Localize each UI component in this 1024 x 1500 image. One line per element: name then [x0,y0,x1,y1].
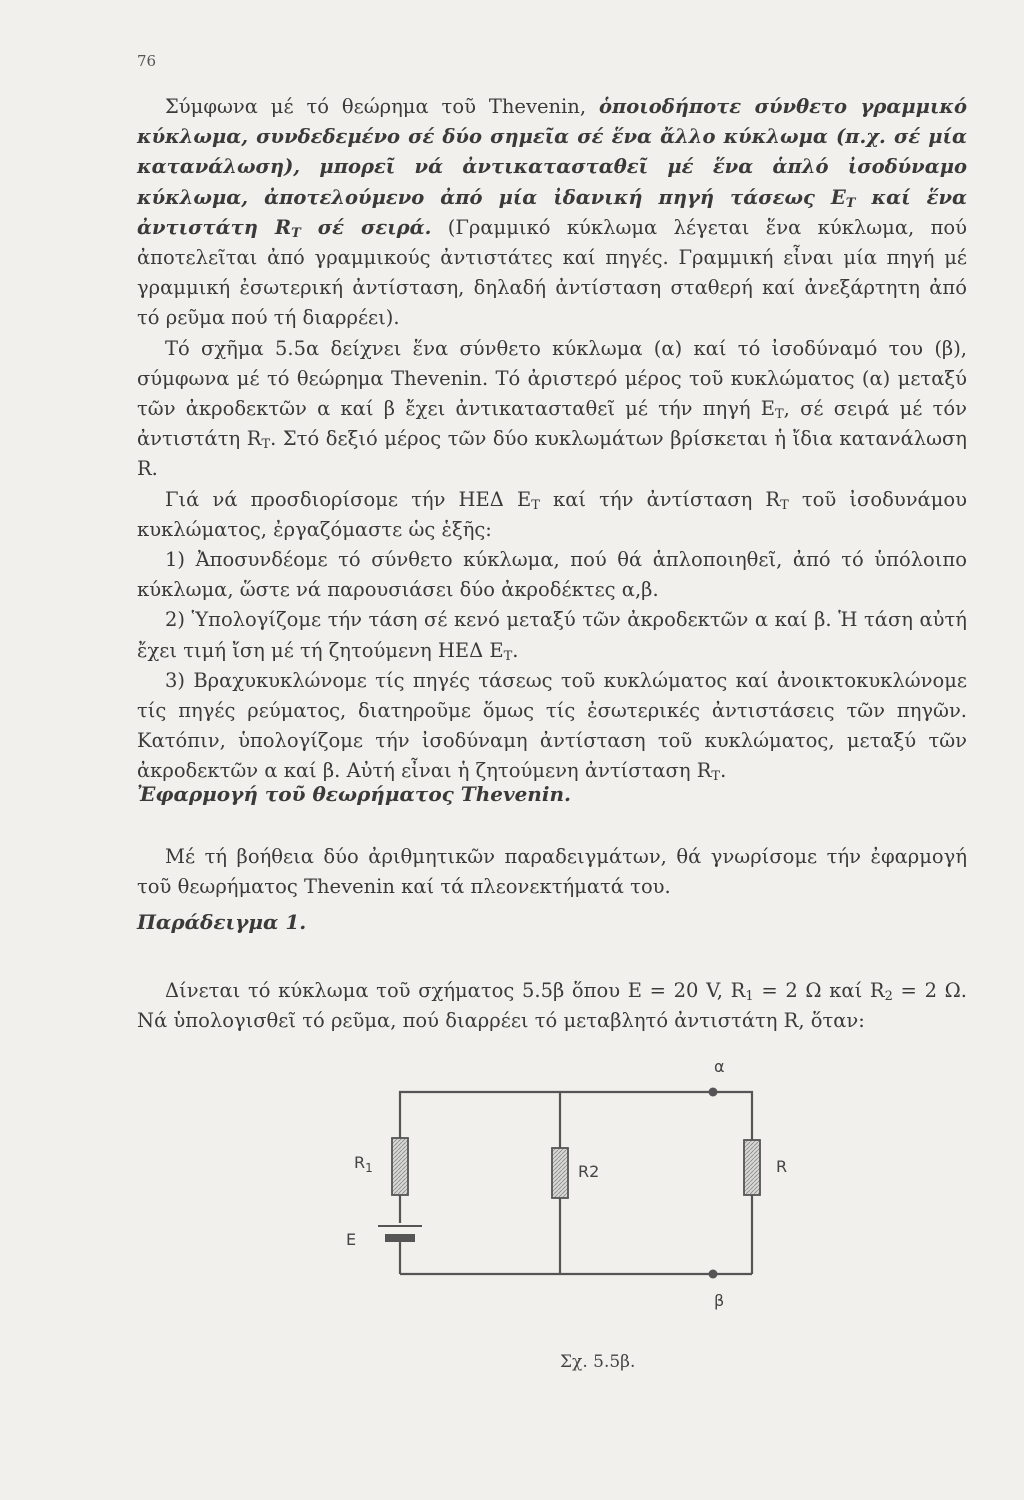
step-3: 3) Βραχυκυκλώνομε τίς πηγές τάσεως τοῦ κυκλώματος καί ἀνοικτοκυκλώνομε τίς πηγές ρεύματος, διατηροῦμε ὅμως τίς ἐσωτερικές ἀντιστάσεις τῶν πηγῶν. Κατόπιν, ὑπολογίζομε τήν ἰσοδύναμη ἀντίσταση τοῦ κυκλώματος, μεταξύ τῶν ἀκροδεκτῶν α καί β. Αὐτή εἶναι ἡ ζητούμενη ἀντίσταση $R_T$. [137,668,967,785]
terminal-alpha [709,1088,718,1097]
resistor-r2 [552,1148,568,1198]
label-alpha: α [714,1057,725,1076]
method-paragraph: Γιά νά προσδιορίσομε τήν ΗΕΔ $E_T$ καί τήν ἀντίσταση $R_T$ τοῦ ἰσοδυνάμου κυκλώματος, ἐργαζόμαστε ὡς ἑξῆς: [137,487,967,541]
application-paragraph: Μέ τή βοήθεια δύο ἀριθμητικῶν παραδειγμάτων, θά γνωρίσομε τήν ἐφαρμογή τοῦ θεωρήματος Thevenin καί τά πλεονεκτήματά του. [137,844,967,898]
main-text [137,92,967,787]
resistor-r [744,1140,760,1195]
circuit-wires [400,1092,752,1274]
page-number: 76 [137,52,157,70]
label-e: E [346,1230,357,1249]
figure-caption: Σχ. 5.5β. [560,1352,636,1372]
battery-e [378,1226,422,1242]
label-r: R [776,1157,788,1176]
intro-paragraph [137,92,967,334]
label-beta: β [714,1291,725,1310]
example-paragraph: Δίνεται τό κύκλωμα τοῦ σχήματος 5.5β ὅπου E = 20 V, $R_1 = 2$ Ω καί $R_2 = 2$ Ω. Νά ὑπολογισθεῖ τό ρεῦμα, πού διαρρέει τό μεταβλητό ἀντιστάτη R, ὅταν: [137,978,968,1032]
intro-rest-text: (Γραμμικό κύκλωμα λέγεται ἕνα κύκλωμα, πού ἀποτελεῖται ἀπό γραμμικούς ἀντιστάτες καί πηγές. Γραμμική εἶναι μία πηγή μέ γραμμική ἐσωτερική ἀντίσταση, δηλαδή ἀντίσταση σταθερή καί ἀνεξάρτητη ἀπό τό ρεῦμα πού τή διαρρέει). [137,215,967,330]
section-application-text [137,822,967,921]
section-heading-application: Ἐφαρμογή τοῦ θεωρήματος Thevenin. [137,782,571,806]
section-example-text [137,956,967,1055]
section-heading-example: Παράδειγμα 1. [137,910,307,934]
step-1: 1) Ἀποσυνδέομε τό σύνθετο κύκλωμα, πού θά ἁπλοποιηθεῖ, ἀπό τό ὑπόλοιπο κύκλωμα, ὥστε νά παρουσιάσει δύο ἀκροδέκτες α,β. [137,548,967,602]
terminal-beta [709,1270,718,1279]
resistor-r1 [392,1138,408,1195]
circuit-diagram [330,1050,790,1320]
step-2: 2) Ὑπολογίζομε τήν τάση σέ κενό μεταξύ τῶν ἀκροδεκτῶν α καί β. Ἡ τάση αὐτή ἔχει τιμή ἴση μέ τή ζητούμενη ΗΕΔ $E_T$. [137,608,967,664]
label-r1: $R_1$ [354,1153,373,1175]
figure-description-paragraph: Τό σχῆμα 5.5α δείχνει ἕνα σύνθετο κύκλωμα (α) καί τό ἰσοδύναμό του (β), σύμφωνα μέ τό θεώρημα Thevenin. Τό ἀριστερό μέρος τοῦ κυκλώματος (α) μεταξύ τῶν ἀκροδεκτῶν α καί β ἔχει ἀντικατασταθεῖ μέ τήν πηγή $E_T$, σέ σειρά μέ τόν ἀντιστάτη $R_T$. Στό δεξιό μέρος τῶν δύο κυκλωμάτων βρίσκεται ἡ ἴδια κατανάλωση R. [137,336,967,481]
intro-text: Σύμφωνα μέ τό θεώρημα τοῦ Thevenin, [165,95,599,118]
label-r2: R2 [578,1162,600,1181]
intro-bold-text: ὁποιοδήποτε σύνθετο γραμμικό κύκλωμα, συνδεδεμένο σέ δύο σημεῖα σέ ἕνα ἄλλο κύκλωμα (π.χ. σέ μία κατανάλωση), μπορεῖ νά ἀντικατασταθεῖ μέ ἕνα ἁπλό ἰσοδύναμο κύκλωμα, ἀποτελούμενο ἀπό μία ἰδανική πηγή τάσεως $E_T$ καί ἕνα ἀντιστάτη $R_T$ σέ σειρά. [137,95,968,241]
